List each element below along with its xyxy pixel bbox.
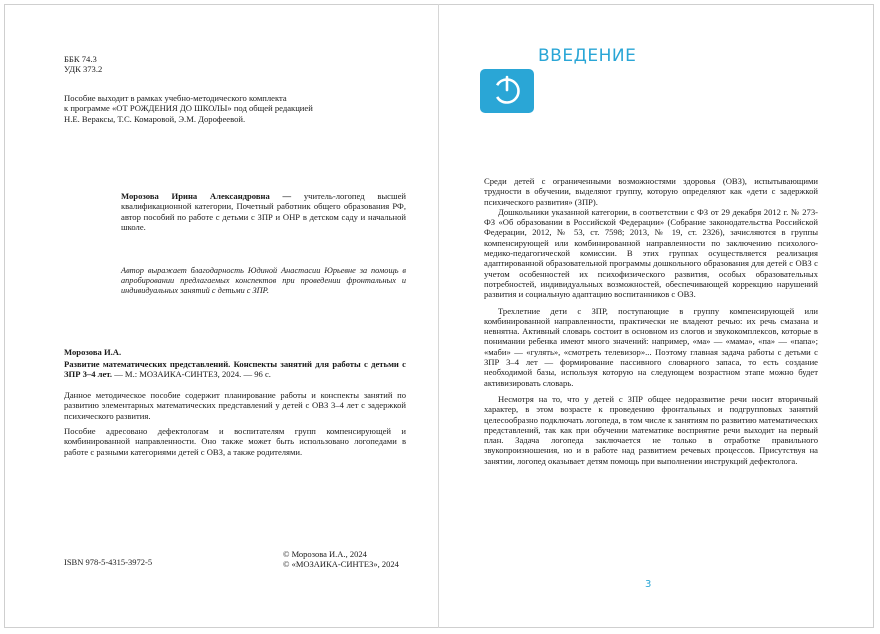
isbn: ISBN 978-5-4315-3972-5 <box>64 557 153 567</box>
author-name: Морозова Ирина Александровна — <box>121 191 292 201</box>
annotation-paragraph: Данное методическое пособие содержит планирование работы и конспекты занятий по развитию элементарных математических представлений у детей с ОВЗ 3–4 лет с задержкой психического развития. <box>64 390 406 421</box>
series-notice <box>64 93 313 124</box>
body-paragraph: Трехлетние дети с ЗПР, поступающие в группу компенсирующей или комбинированной направленности, практически не владеют речью: их речь смазана и невнятна. Активный словарь состоит в основном из слогов и звукокомплексов, которые в понимании ребенка имеют много значений: например, «ма» — «мама», «па» — «папа»; «маби» — «гулять», «смотреть телевизор»... Поэтому главная задача работы с детьми с ЗПР 3–4 лет — формирование пассивного словарного запаса, то есть создание необходимой базы, используя которую на следующем возрастном этапе можно будет активизировать словарь. <box>484 305 818 388</box>
page-number: 3 <box>645 579 652 590</box>
catalog-title: Развитие математических представлений. Конспекты занятий для работы с детьми с ЗПР 3–4 лет. <box>64 359 406 380</box>
udk-code: УДК 373.2 <box>64 64 103 74</box>
notice-line: Пособие выходит в рамках учебно-методического комплекта <box>64 93 287 103</box>
section-title: ВВЕДЕНИЕ <box>538 46 637 66</box>
body-paragraph: Несмотря на то, что у детей с ЗПР общее недоразвитие речи носит вторичный характер, в этом возрасте к проведению фронтальных и подгрупповых занятий целесообразно подключать логопеда, в том числе к занятиям по развитию математических представлений, так как при обучении математике восприятие речи выходит на первый план. Задача логопеда заключается не только в отработке правильного звукопроизношения, но и в работе над развитием речевых процессов. Присутствуя на занятии, логопед оказывает детям помощь при выполнении инструкций дефектолога. <box>484 393 818 466</box>
body-paragraph: Дошкольники указанной категории, в соответствии с ФЗ от 29 декабря 2012 г. № 273-ФЗ «Об образовании в Российской Федерации» (Собрание законодательства Российской Федерации, 2012, № 53, ст. 7598; 2013, № 19, ст. 2326), зачисляются в группы компенсирующей или комбинированной направленности по заключению психолого-медико-педагогической комиссии. В этих группах осуществляется реализация адаптированной образовательной программы дошкольного образования для детей с ОВЗ с учетом особенностей их психофизического развития, особых образовательных потребностей, индивидуальных возможностей, обеспечивающей коррекцию нарушений развития и социальную адаптацию воспитанников с ОВЗ. <box>484 206 818 300</box>
catalog-description <box>64 359 406 380</box>
notice-line: к программе «ОТ РОЖДЕНИЯ ДО ШКОЛЫ» под общей редакцией <box>64 103 313 114</box>
copyright-author: © Морозова И.А., 2024 <box>283 549 367 559</box>
power-icon <box>480 69 534 113</box>
author-bio-text: учитель-логопед высшей квалификационной категории, Почетный работник общего образования РФ, автор пособий по работе с детьми с ЗПР и ОНР в детском саду и начальной школе. <box>121 191 406 232</box>
catalog-publisher: — М.: МОЗАИКА-СИНТЕЗ, 2024. — 96 с. <box>114 369 271 380</box>
acknowledgement: Автор выражает благодарность Юдиной Анастасии Юрьевне за помощь в апробировании предлагаемых конспектов при проведении фронтальных и индивидуальных занятий с детьми с ЗПР. <box>121 266 406 295</box>
author-bio <box>121 191 406 232</box>
copyright-publisher: © «МОЗАИКА-СИНТЕЗ», 2024 <box>283 559 399 569</box>
annotation-paragraph: Пособие адресовано дефектологам и воспитателям групп компенсирующей и комбинированной направленности. Оно также может быть использовано логопедами в работе с разными категориями детей с ОВЗ, а также родителями. <box>64 426 406 457</box>
bbk-code: ББК 74.3 <box>64 54 97 64</box>
notice-line: Н.Е. Вераксы, Т.С. Комаровой, Э.М. Дорофеевой. <box>64 113 246 124</box>
page-gutter <box>438 4 439 628</box>
catalog-author: Морозова И.А. <box>64 347 122 357</box>
body-paragraph: Среди детей с ограниченными возможностями здоровья (ОВЗ), испытывающими трудности в обучении, выделяют группу, которую определяют как «дети с задержкой психического развития» (ЗПР). <box>484 176 818 207</box>
intro-body <box>484 176 818 466</box>
